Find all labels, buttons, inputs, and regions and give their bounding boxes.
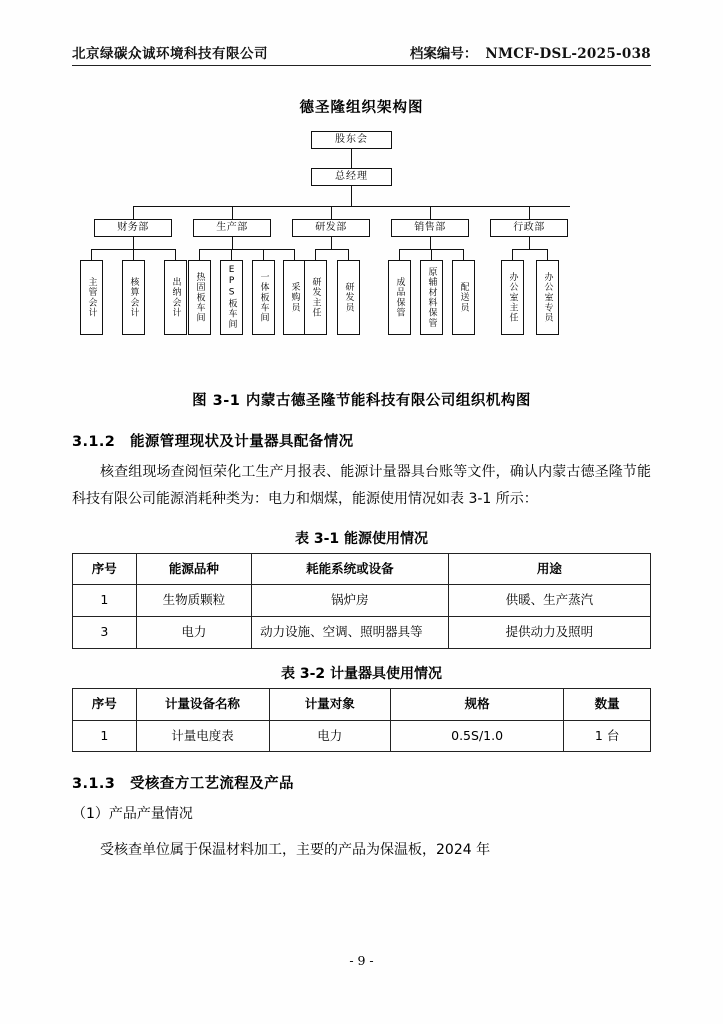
- table-header-cell: 规格: [390, 688, 563, 720]
- connector-dept-drop: [133, 206, 134, 219]
- connector-leaf-drop: [512, 249, 513, 260]
- table-cell: 3: [73, 617, 137, 649]
- org-node-leaf: 办公室主任: [501, 260, 524, 335]
- table-header-cell: 数量: [564, 688, 651, 720]
- section-title-313: 受核查方工艺流程及产品: [130, 776, 294, 793]
- org-node-leaf: 原辅材料保管: [420, 260, 443, 335]
- table-header-cell: 计量设备名称: [136, 688, 269, 720]
- org-chart: [72, 131, 651, 371]
- org-chart-title: 德圣隆组织架构图: [299, 100, 424, 116]
- connector-leaf-drop: [431, 249, 432, 260]
- org-node-gm: 总经理: [311, 168, 392, 186]
- page-header: [72, 42, 651, 66]
- section-title-312: 能源管理现状及计量器具配备情况: [130, 434, 354, 450]
- section-number-313: 3.1.3: [72, 776, 116, 793]
- table-cell: 计量电度表: [136, 720, 269, 752]
- header-archive-code: [410, 42, 651, 62]
- table-header-cell: 耗能系统或设备: [252, 553, 449, 585]
- connector-dept-drop: [331, 206, 332, 219]
- connector-dept-bus: [133, 206, 570, 207]
- connector-dept-production-down: [232, 237, 233, 249]
- section-heading-312: [72, 430, 651, 451]
- table-cell: 生物质颗粒: [136, 585, 252, 617]
- connector-dept-finance-down: [133, 237, 134, 249]
- connector-admin-bus: [512, 249, 547, 250]
- table-header-cell: 序号: [73, 688, 137, 720]
- page-content: [72, 42, 651, 864]
- table-cell: 提供动力及照明: [448, 617, 650, 649]
- header-code-value: NMCF-DSL-2025-038: [485, 46, 651, 62]
- org-node-leaf: 采购员: [283, 260, 306, 335]
- section-312-paragraph: 核查组现场查阅恒荣化工生产月报表、能源计量器具台账等文件，确认内蒙古德圣隆节能科技有限公司能源消耗种类为：电力和烟煤，能源使用情况如表 3-1 所示：: [72, 464, 651, 508]
- table-31-caption: 表 3-1 能源使用情况: [294, 530, 429, 547]
- connector-leaf-drop: [463, 249, 464, 260]
- table-cell: 电力: [136, 617, 252, 649]
- section-313-item1: （1）产品产量情况: [72, 806, 193, 823]
- connector-dept-drop: [430, 206, 431, 219]
- page-footer: - 9 -: [349, 953, 374, 968]
- connector-leaf-drop: [199, 249, 200, 260]
- org-node-leaf: EPS板车间: [220, 260, 243, 335]
- org-node-leaf: 配送员: [452, 260, 475, 335]
- table-metering-devices: [72, 688, 651, 753]
- table-energy-usage: [72, 553, 651, 649]
- table-header-cell: 能源品种: [136, 553, 252, 585]
- table-cell: 锅炉房: [252, 585, 449, 617]
- section-heading-313: [72, 772, 651, 793]
- org-node-leaf: 核算会计: [122, 260, 145, 335]
- connector-leaf-drop: [294, 249, 295, 260]
- table-cell: 1: [73, 585, 137, 617]
- connector-dept-drop: [232, 206, 233, 219]
- connector-root-to-gm: [351, 149, 352, 168]
- table-header-row: [73, 688, 651, 720]
- figure-caption: 图 3-1 内蒙古德圣隆节能科技有限公司组织机构图: [192, 393, 531, 409]
- connector-dept-drop: [529, 206, 530, 219]
- table-32-caption: 表 3-2 计量器具使用情况: [280, 665, 443, 682]
- table-row: [73, 617, 651, 649]
- org-node-dept-admin: 行政部: [490, 219, 568, 237]
- org-node-leaf: 出纳会计: [164, 260, 187, 335]
- connector-leaf-drop: [547, 249, 548, 260]
- connector-leaf-drop: [91, 249, 92, 260]
- connector-gm-down: [351, 186, 352, 206]
- header-company: 北京绿碳众诚环境科技有限公司: [72, 46, 268, 62]
- org-node-leaf: 研发员: [337, 260, 360, 335]
- section-313-paragraph: 受核查单位属于保温材料加工，主要的产品为保温板，2024 年: [100, 841, 491, 858]
- table-cell: 1: [73, 720, 137, 752]
- table-cell: 电力: [269, 720, 390, 752]
- connector-rd-bus: [315, 249, 348, 250]
- table-row: [73, 585, 651, 617]
- org-node-dept-rd: 研发部: [292, 219, 370, 237]
- org-node-dept-production: 生产部: [193, 219, 271, 237]
- table-header-cell: 序号: [73, 553, 137, 585]
- section-number-312: 3.1.2: [72, 434, 116, 450]
- connector-leaf-drop: [263, 249, 264, 260]
- org-node-dept-finance: 财务部: [94, 219, 172, 237]
- table-header-cell: 用途: [448, 553, 650, 585]
- connector-leaf-drop: [175, 249, 176, 260]
- connector-dept-rd-down: [331, 237, 332, 249]
- connector-leaf-drop: [133, 249, 134, 260]
- header-code-label: 档案编号：: [409, 46, 478, 62]
- table-cell: 供暖、生产蒸汽: [448, 585, 650, 617]
- connector-dept-admin-down: [529, 237, 530, 249]
- table-header-cell: 计量对象: [269, 688, 390, 720]
- table-cell: 0.5S/1.0: [390, 720, 563, 752]
- org-node-leaf: 办公室专员: [536, 260, 559, 335]
- connector-leaf-drop: [399, 249, 400, 260]
- connector-leaf-drop: [315, 249, 316, 260]
- table-header-row: [73, 553, 651, 585]
- connector-production-bus: [199, 249, 294, 250]
- table-cell: 动力设施、空调、照明器具等: [252, 617, 449, 649]
- table-cell: 1 台: [564, 720, 651, 752]
- org-node-leaf: 主管会计: [80, 260, 103, 335]
- org-node-dept-sales: 销售部: [391, 219, 469, 237]
- connector-leaf-drop: [348, 249, 349, 260]
- org-node-leaf: 研发主任: [304, 260, 327, 335]
- connector-leaf-drop: [231, 249, 232, 260]
- org-node-leaf: 成品保管: [388, 260, 411, 335]
- org-node-leaf: 热固板车间: [188, 260, 211, 335]
- org-node-root: 股东会: [311, 131, 392, 149]
- connector-dept-sales-down: [430, 237, 431, 249]
- org-node-leaf: 一体板车间: [252, 260, 275, 335]
- table-row: [73, 720, 651, 752]
